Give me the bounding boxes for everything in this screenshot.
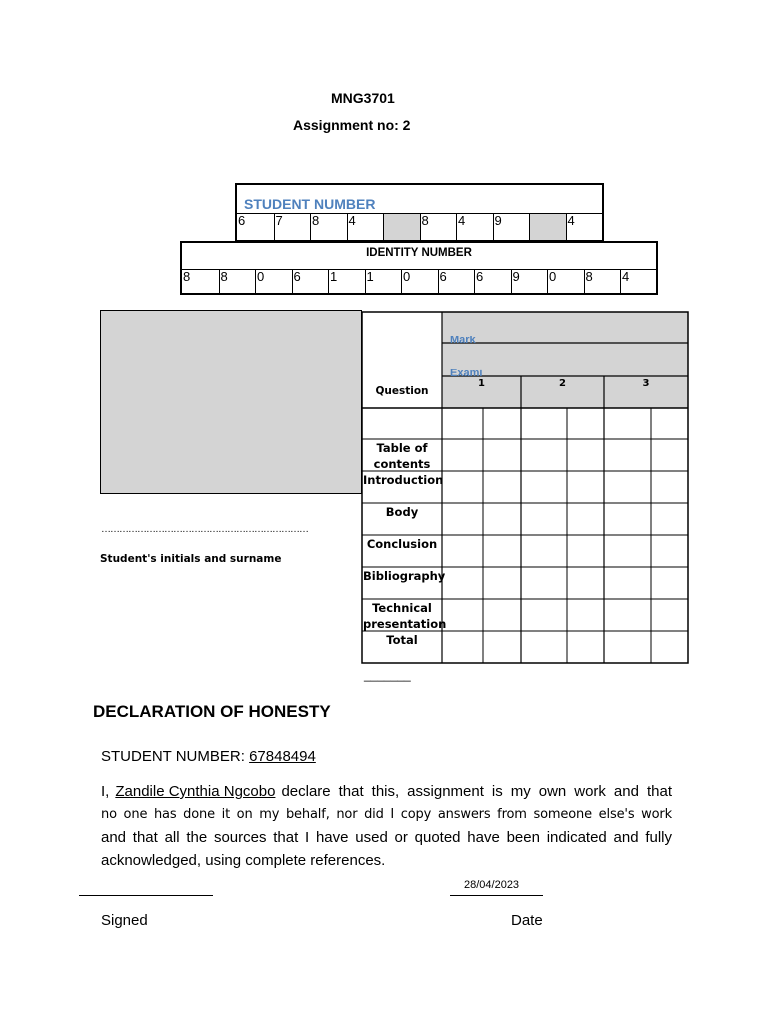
- column-header-1: 1: [478, 378, 485, 389]
- student-number-digit-cell: 4: [456, 214, 493, 240]
- student-number-digit-cell: 4: [566, 214, 603, 240]
- identity-number-digit-cell: 0: [547, 270, 584, 293]
- identity-number-label: IDENTITY NUMBER: [366, 247, 472, 259]
- column-header-3: 3: [642, 378, 650, 389]
- student-number-prompt: STUDENT NUMBER:: [101, 748, 245, 765]
- date-value: 28/04/2023: [464, 879, 520, 891]
- assignment-number: Assignment no: 2: [293, 117, 411, 133]
- identity-number-digit-cell: 0: [255, 270, 292, 293]
- declaration-student-number: [101, 745, 316, 768]
- para-prefix: I,: [101, 783, 110, 800]
- identity-number-digit-cell: 1: [328, 270, 365, 293]
- identity-number-digit-cell: 6: [292, 270, 329, 293]
- hidden-mark-label: Mark: [450, 336, 476, 343]
- para-line-3: and that all the sources that I have used or quoted have been indicated and fully: [101, 829, 672, 846]
- date-underline: [450, 895, 543, 896]
- row-introduction: Introduction: [363, 473, 444, 487]
- row-technical-presentation: Technical presentation: [363, 601, 447, 631]
- identity-number-digit-cell: 8: [183, 269, 191, 284]
- declarant-name: Zandile Cynthia Ngcobo: [115, 783, 276, 800]
- para-line-4: acknowledged, using complete references.: [101, 852, 386, 869]
- signature-line: ……………………………………………………………: [101, 524, 308, 535]
- student-number-digit-cell: 9: [493, 214, 530, 240]
- identity-number-digit-cell: 8: [219, 270, 256, 293]
- signature-underline: [79, 895, 213, 896]
- row-total: Total: [386, 633, 418, 647]
- student-number-label: STUDENT NUMBER: [244, 196, 376, 212]
- para-line-2: no one has done it on my behalf, nor did I copy answers from someone else's work: [101, 807, 672, 822]
- course-code: MNG3701: [331, 90, 395, 106]
- row-bibliography: Bibliography: [363, 569, 446, 583]
- declaration-paragraph: [101, 780, 672, 872]
- initials-label: Student's initials and surname: [100, 553, 282, 565]
- declaration-heading: DECLARATION OF HONESTY: [93, 702, 331, 721]
- para-line-1: declare that this, assignment is my own work and that: [281, 783, 672, 800]
- identity-number-digit-cell: 8: [584, 270, 621, 293]
- row-conclusion: Conclusion: [366, 537, 438, 551]
- identity-number-digit-cell: 6: [474, 270, 511, 293]
- identity-number-digit-cell: 0: [401, 270, 438, 293]
- student-number-digit-cell: 4: [347, 214, 384, 240]
- student-number-digit-cell: 7: [274, 214, 311, 240]
- signed-label: Signed: [101, 912, 148, 929]
- student-number-digit-cell: 8: [310, 214, 347, 240]
- identity-number-digit-cell: 1: [365, 270, 402, 293]
- hidden-examiner-label: Exami: [450, 369, 483, 376]
- student-number-digit-cell: 6: [238, 213, 246, 228]
- student-number-digit-cell: 8: [420, 214, 457, 240]
- column-header-2: 2: [559, 378, 566, 389]
- student-number-value: 67848494: [249, 748, 316, 765]
- row-table-of-contents: Table of contents: [373, 441, 431, 471]
- table-underline: _______: [364, 668, 411, 682]
- identity-number-digit-cell: 6: [438, 270, 475, 293]
- identity-number-digit-cell: 4: [620, 270, 657, 293]
- question-header: Question: [375, 385, 429, 397]
- row-body: Body: [385, 505, 419, 519]
- date-label: Date: [511, 912, 543, 929]
- identity-number-digit-cell: 9: [511, 270, 548, 293]
